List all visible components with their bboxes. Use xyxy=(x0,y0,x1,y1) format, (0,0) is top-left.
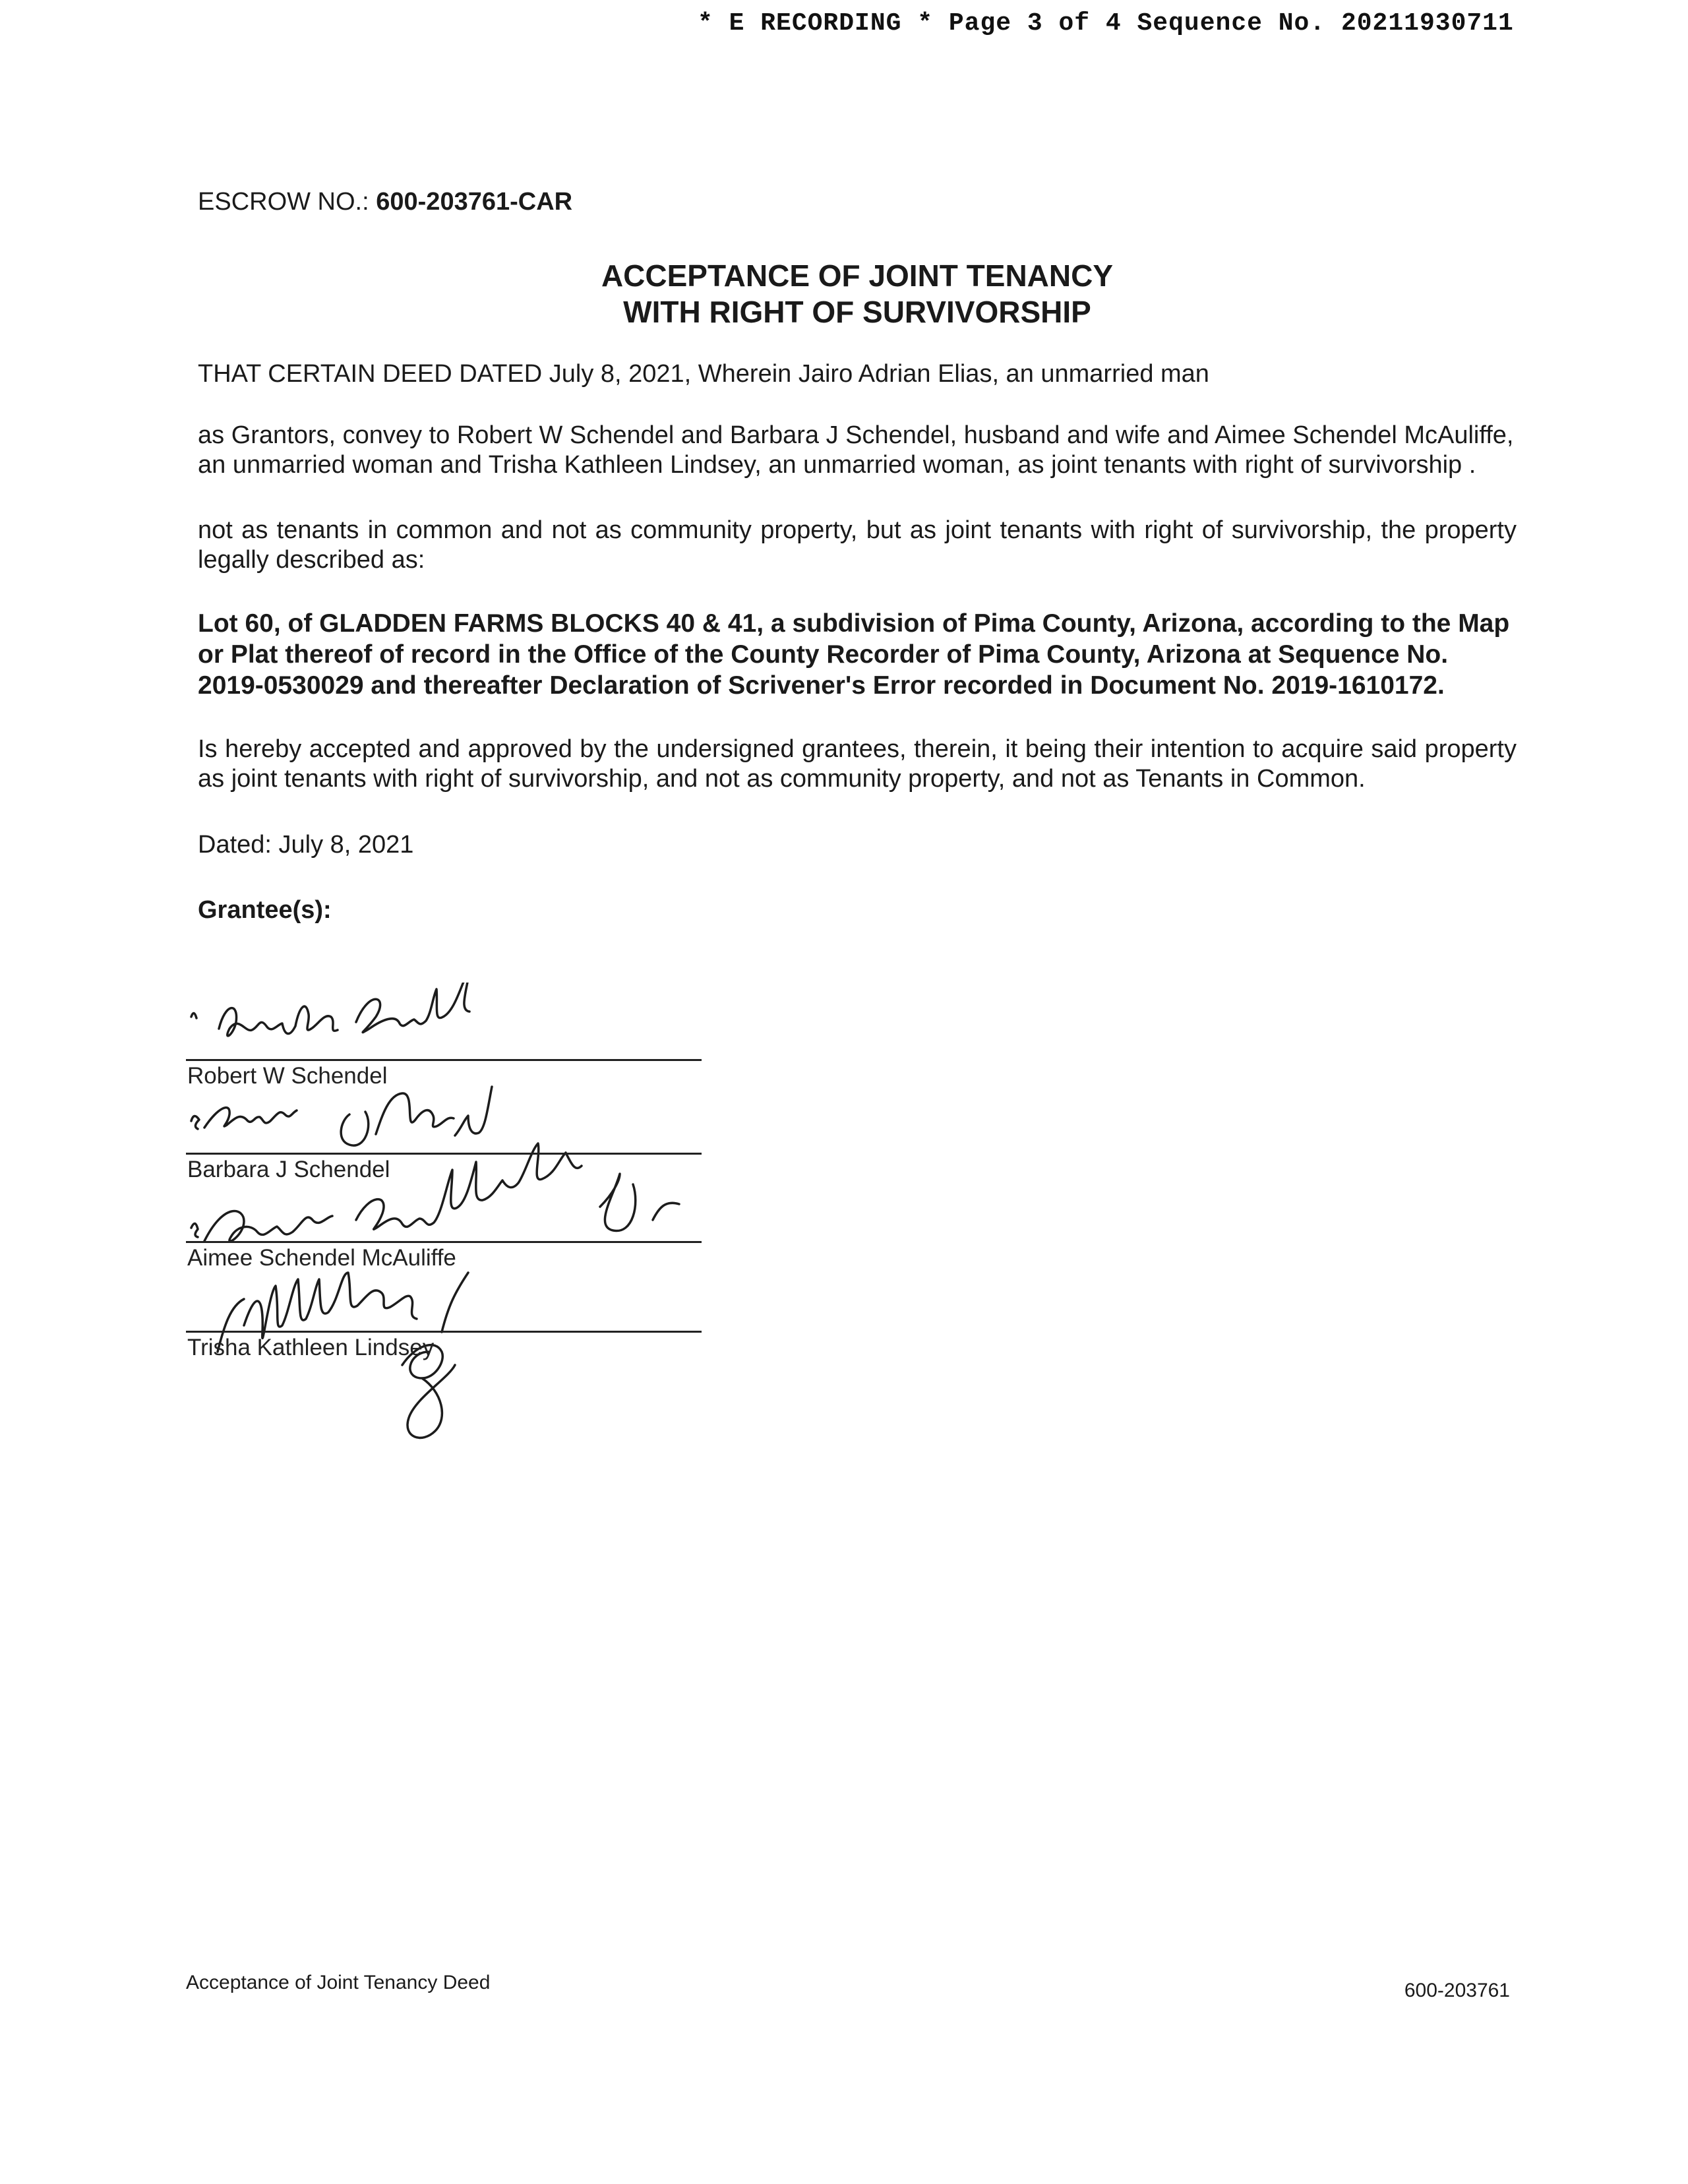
tenancy-paragraph: not as tenants in common and not as community property, but as joint tenants with right of survivorship, the property legally described as: xyxy=(198,516,1517,574)
title-line-2: WITH RIGHT OF SURVIVORSHIP xyxy=(623,295,1091,330)
signatory-name-3: Aimee Schendel McAuliffe xyxy=(187,1245,456,1271)
dated-line: Dated: July 8, 2021 xyxy=(198,831,414,859)
escrow-value: 600-203761-CAR xyxy=(376,188,573,216)
title-line-1: ACCEPTANCE OF JOINT TENANCY xyxy=(601,258,1114,293)
signatory-name-4: Trisha Kathleen Lindsey xyxy=(187,1335,435,1360)
document-title xyxy=(198,258,1517,330)
recording-header: * E RECORDING * Page 3 of 4 Sequence No. 20211930711 xyxy=(698,9,1514,38)
signature-line-4 xyxy=(186,1331,702,1333)
legal-description: Lot 60, of GLADDEN FARMS BLOCKS 40 & 41, a subdivision of Pima County, Arizona, according to the Map or Plat thereof of record in the Office of the County Recorder of Pima County, Arizona at Sequence No. 2019-0530029 and thereafter Declaration of Scrivener's Error recorded in Document No. 2019-1610172. xyxy=(198,609,1510,700)
grantees-label: Grantee(s): xyxy=(198,896,332,925)
signature-block xyxy=(178,983,903,1444)
handwritten-signatures xyxy=(178,983,903,1444)
grantors-paragraph: as Grantors, convey to Robert W Schendel and Barbara J Schendel, husband and wife and Aimee Schendel McAuliffe, an unmarried woman and Trisha Kathleen Lindsey, an unmarried woman, as joint tenants with right of survivorship . xyxy=(198,421,1514,479)
footer-document-title: Acceptance of Joint Tenancy Deed xyxy=(186,1972,491,1993)
signature-line-2 xyxy=(186,1153,702,1155)
escrow-label: ESCROW NO.: xyxy=(198,188,369,216)
signatory-name-2: Barbara J Schendel xyxy=(187,1157,390,1182)
document-body xyxy=(198,178,1517,925)
signature-line-3 xyxy=(186,1241,702,1243)
escrow-number xyxy=(198,187,1517,217)
footer-escrow-number: 600-203761 xyxy=(1404,1980,1510,2001)
signatory-name-1: Robert W Schendel xyxy=(187,1063,388,1089)
acceptance-paragraph: Is hereby accepted and approved by the undersigned grantees, therein, it being their intention to acquire said property as joint tenants with right of survivorship, and not as community property, and not as Tenants in Common. xyxy=(198,735,1517,793)
signature-line-1 xyxy=(186,1059,702,1061)
deed-paragraph: THAT CERTAIN DEED DATED July 8, 2021, Wherein Jairo Adrian Elias, an unmarried man xyxy=(198,360,1209,388)
